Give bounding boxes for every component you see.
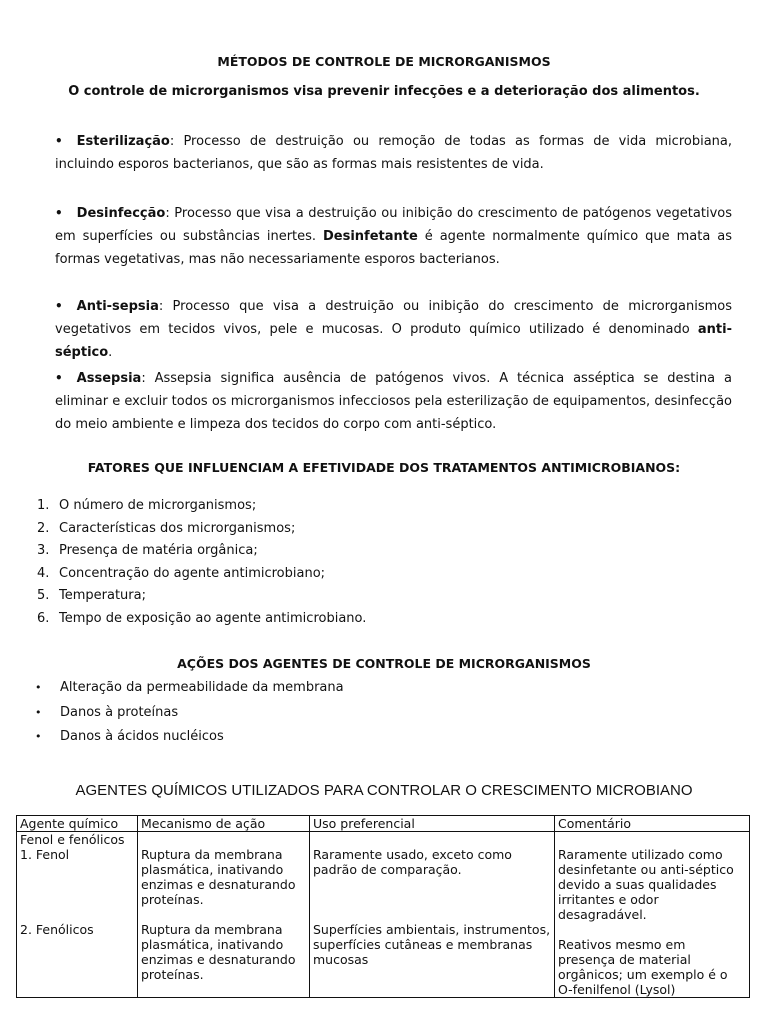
document-title: MÉTODOS DE CONTROLE DE MICRORGANISMOS	[217, 54, 551, 69]
bullet-icon: •	[55, 371, 63, 385]
list-item: 2. Características dos microrganismos;	[37, 520, 296, 536]
agent-name: 2. Fenólicos	[20, 922, 94, 937]
bullet-icon: •	[55, 299, 63, 313]
definition-term: Assepsia	[76, 371, 142, 386]
factors-list	[37, 495, 366, 631]
list-item: 4. Concentração do agente antimicrobiano;	[37, 565, 326, 581]
bullet-icon: •	[35, 681, 42, 694]
table-header-cell: Comentário	[555, 816, 750, 832]
bullet-icon: •	[35, 730, 42, 743]
list-item: 3. Presença de matéria orgânica;	[37, 543, 258, 559]
definition-term-secondary: Desinfetante	[323, 229, 418, 244]
use-text: Superfícies ambientais, instrumentos, superfícies cutâneas e membranas mucosas	[313, 922, 551, 967]
bullet-icon: •	[55, 206, 63, 220]
actions-list	[35, 676, 344, 750]
document-subtitle: O controle de microrganismos visa prevenir infecções e a deterioração dos alimentos.	[68, 84, 700, 99]
comment-text: Reativos mesmo em presença de material orgânicos; um exemplo é o O-fenilfenol (Lysol)	[558, 937, 728, 997]
list-item: • Alteração da permeabilidade da membrana	[35, 676, 344, 701]
definition-text: : Processo de destruição ou remoção de todas as formas de vida microbiana, incluindo esporos bacterianos, que são as formas mais resistentes de vida.	[55, 134, 732, 172]
mechanism-text: Ruptura da membrana plasmática, inativando enzimas e desnaturando proteínas.	[141, 847, 296, 907]
bullet-icon: •	[55, 134, 63, 148]
list-item: 1. O número de microrganismos;	[37, 498, 257, 513]
bullet-icon: •	[35, 705, 42, 719]
list-item: • Danos à proteínas	[35, 701, 344, 726]
mechanism-cell	[138, 832, 310, 998]
definition-esterilizacao	[55, 130, 732, 176]
table-header-row	[17, 816, 750, 832]
use-cell	[310, 832, 555, 998]
comment-cell	[555, 832, 750, 998]
definition-term-secondary: anti-séptico	[55, 322, 732, 360]
definition-term: Anti-sepsia	[76, 299, 159, 314]
definition-text-secondary: .	[108, 345, 113, 360]
mechanism-text: Ruptura da membrana plasmática, inativando enzimas e desnaturando proteínas.	[141, 922, 296, 982]
agent-name: 1. Fenol	[20, 847, 70, 862]
list-item: 5. Temperatura;	[37, 588, 146, 604]
use-text: Raramente usado, exceto como padrão de comparação.	[313, 847, 512, 877]
actions-heading: AÇÕES DOS AGENTES DE CONTROLE DE MICRORGANISMOS	[177, 656, 591, 671]
factors-heading: FATORES QUE INFLUENCIAM A EFETIVIDADE DOS TRATAMENTOS ANTIMICROBIANOS:	[87, 460, 681, 475]
table-title: AGENTES QUÍMICOS UTILIZADOS PARA CONTROLAR O CRESCIMENTO MICROBIANO	[75, 782, 693, 799]
definition-text: : Processo que visa a destruição ou inibição do crescimento de microrganismos vegetativos em tecidos vivos, pele e mucosas. O produto químico utilizado é denominado	[55, 299, 732, 337]
group-label: Fenol e fenólicos	[20, 832, 125, 847]
list-item: • Danos à ácidos nucléicos	[35, 725, 344, 750]
table-row	[17, 832, 750, 998]
definition-term: Esterilização	[76, 134, 170, 149]
definition-text: : Assepsia significa ausência de patógenos vivos. A técnica asséptica se destina a eliminar e excluir todos os microrganismos infecciosos pela esterilização de equipamentos, desinfecção do meio ambiente e limpeza dos tecidos do corpo com anti-séptico.	[55, 371, 732, 432]
agent-cell	[17, 832, 138, 998]
definition-anti-sepsia	[55, 295, 732, 364]
definition-text-secondary: é agente normalmente químico que mata as formas vegetativas, mas não necessariamente esporos bacterianos.	[55, 229, 732, 267]
chemical-agents-table	[16, 815, 750, 998]
table-header-cell: Uso preferencial	[310, 816, 555, 832]
definition-desinfeccao	[55, 202, 732, 271]
definition-text: : Processo que visa a destruição ou inibição do crescimento de patógenos vegetativos em superfícies ou substâncias inertes.	[55, 206, 732, 244]
table-header-cell: Agente químico	[17, 816, 138, 832]
definition-term: Desinfecção	[76, 206, 166, 221]
definition-assepsia	[55, 367, 732, 436]
list-item: 6. Tempo de exposição ao agente antimicrobiano.	[37, 610, 367, 626]
comment-text: Raramente utilizado como desinfetante ou anti-séptico devido a suas qualidades irritantes e odor desagradável.	[558, 847, 734, 922]
table-header-cell: Mecanismo de ação	[138, 816, 310, 832]
